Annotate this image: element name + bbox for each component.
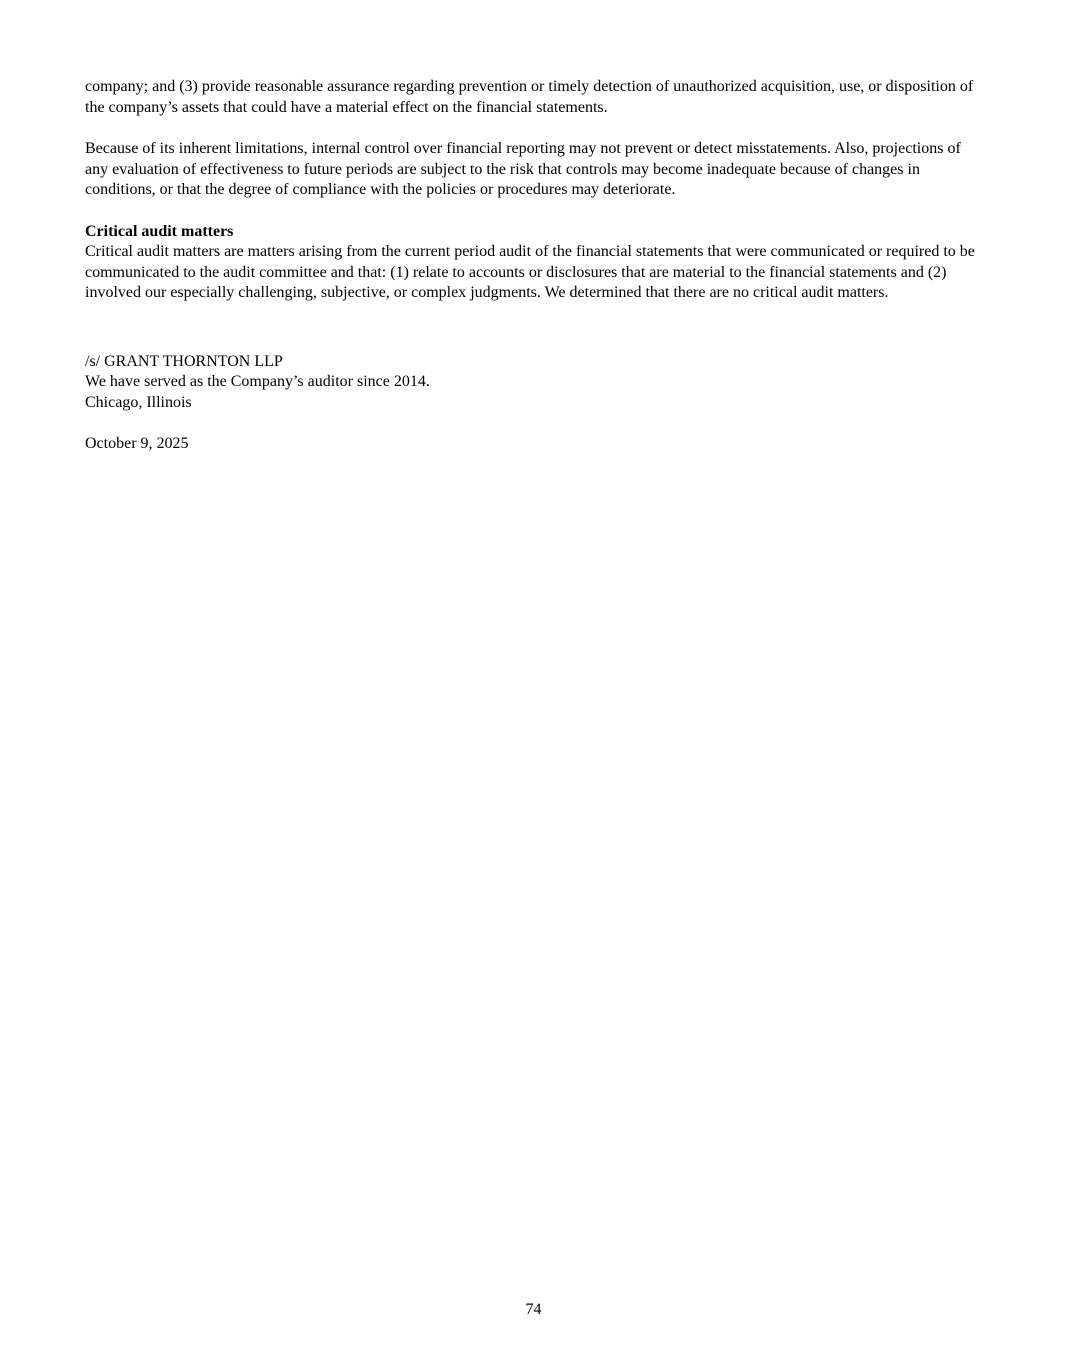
critical-audit-matters-body: Critical audit matters are matters arising from the current period audit of the financial statements that were communicated or required to be communicated to the audit committee and that: (1) relate to accounts or disclosures that are material to the financial statements and (2) involved our especially challenging, subjective, or complex judgments. We determined that there are no critical audit matters. [85, 243, 975, 301]
page-number: 74 [525, 1301, 542, 1318]
report-body [85, 77, 975, 455]
report-date: October 9, 2025 [85, 435, 189, 452]
signature-firm: /s/ GRANT THORNTON LLP [85, 352, 283, 370]
paragraph-assurance: company; and (3) provide reasonable assurance regarding prevention or timely detection of unauthorized acquisition, use, or disposition of the company’s assets that could have a material effect on the financial statements. [85, 78, 974, 116]
critical-audit-matters-heading: Critical audit matters [85, 222, 234, 240]
auditor-tenure: We have served as the Company’s auditor since 2014. [85, 373, 430, 390]
paragraph-limitations: Because of its inherent limitations, internal control over financial reporting may not prevent or detect misstatements. Also, projections of any evaluation of effectiveness to future periods are subject to the risk that controls may become inadequate because of changes in conditions, or that the degree of compliance with the policies or procedures may deteriorate. [85, 140, 961, 198]
signature-location: Chicago, Illinois [85, 393, 192, 411]
